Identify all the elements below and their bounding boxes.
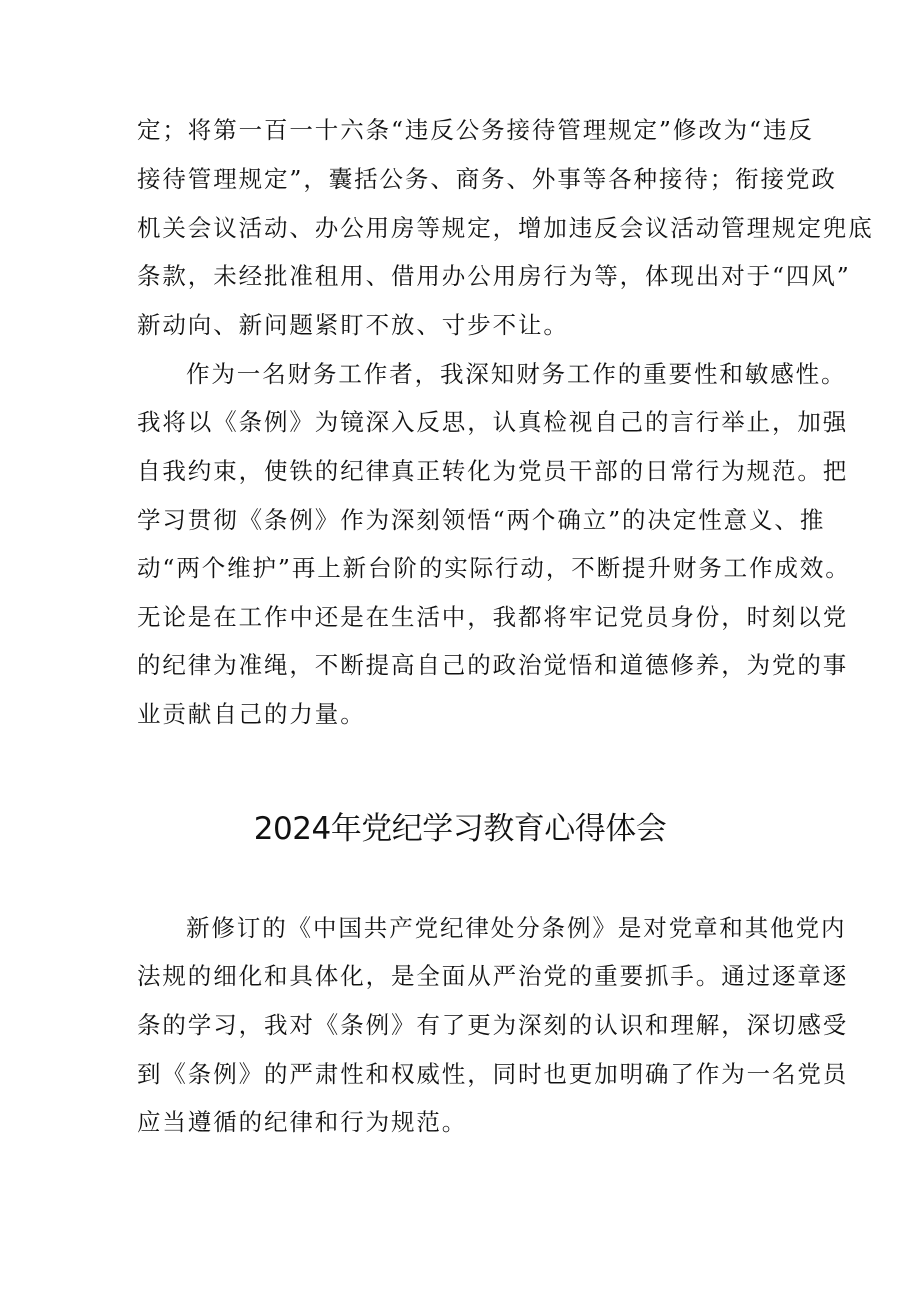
paragraph-line: 我将以《条例》为镜深入反思，认真检视自己的言行举止，加强 — [137, 408, 849, 436]
paragraph-line: 业贡献自己的力量。 — [137, 700, 366, 728]
paragraph-line: 应当遵循的纪律和行为规范。 — [137, 1108, 468, 1136]
paragraph-line: 接待管理规定”，囊括公务、商务、外事等各种接待；衔接党政 — [137, 165, 837, 193]
paragraph-line: 自我约束，使铁的纪律真正转化为党员干部的日常行为规范。把 — [137, 457, 849, 485]
paragraph-line: 到《条例》的严肃性和权威性，同时也更加明确了作为一名党员 — [137, 1060, 849, 1088]
paragraph-line: 的纪律为准绳，不断提高自己的政治觉悟和道德修养，为党的事 — [137, 651, 849, 679]
paragraph-line: 条款，未经批准租用、借用办公用房行为等，体现出对于“四风” — [137, 262, 851, 290]
article-title: 2024年党纪学习教育心得体会 — [253, 811, 667, 847]
paragraph-line: 新动向、新问题紧盯不放、寸步不让。 — [137, 311, 569, 339]
paragraph-line: 动“两个维护”再上新台阶的实际行动，不断提升财务工作成效。 — [137, 554, 851, 582]
paragraph-line: 无论是在工作中还是在生活中，我都将牢记党员身份，时刻以党 — [137, 603, 849, 631]
paragraph-line: 条的学习，我对《条例》有了更为深刻的认识和理解，深切感受 — [137, 1011, 849, 1039]
paragraph-line: 新修订的《中国共产党纪律处分条例》是对党章和其他党内 — [186, 914, 847, 942]
paragraph-line: 定；将第一百一十六条“违反公务接待管理规定”修改为“违反 — [137, 116, 814, 144]
paragraph-line: 学习贯彻《条例》作为深刻领悟“两个确立”的决定性意义、推 — [137, 506, 826, 534]
paragraph-line: 法规的细化和具体化，是全面从严治党的重要抓手。通过逐章逐 — [137, 962, 849, 990]
paragraph-line: 作为一名财务工作者，我深知财务工作的重要性和敏感性。 — [186, 360, 847, 388]
paragraph-line: 机关会议活动、办公用房等规定，增加违反会议活动管理规定兜底 — [137, 214, 874, 242]
